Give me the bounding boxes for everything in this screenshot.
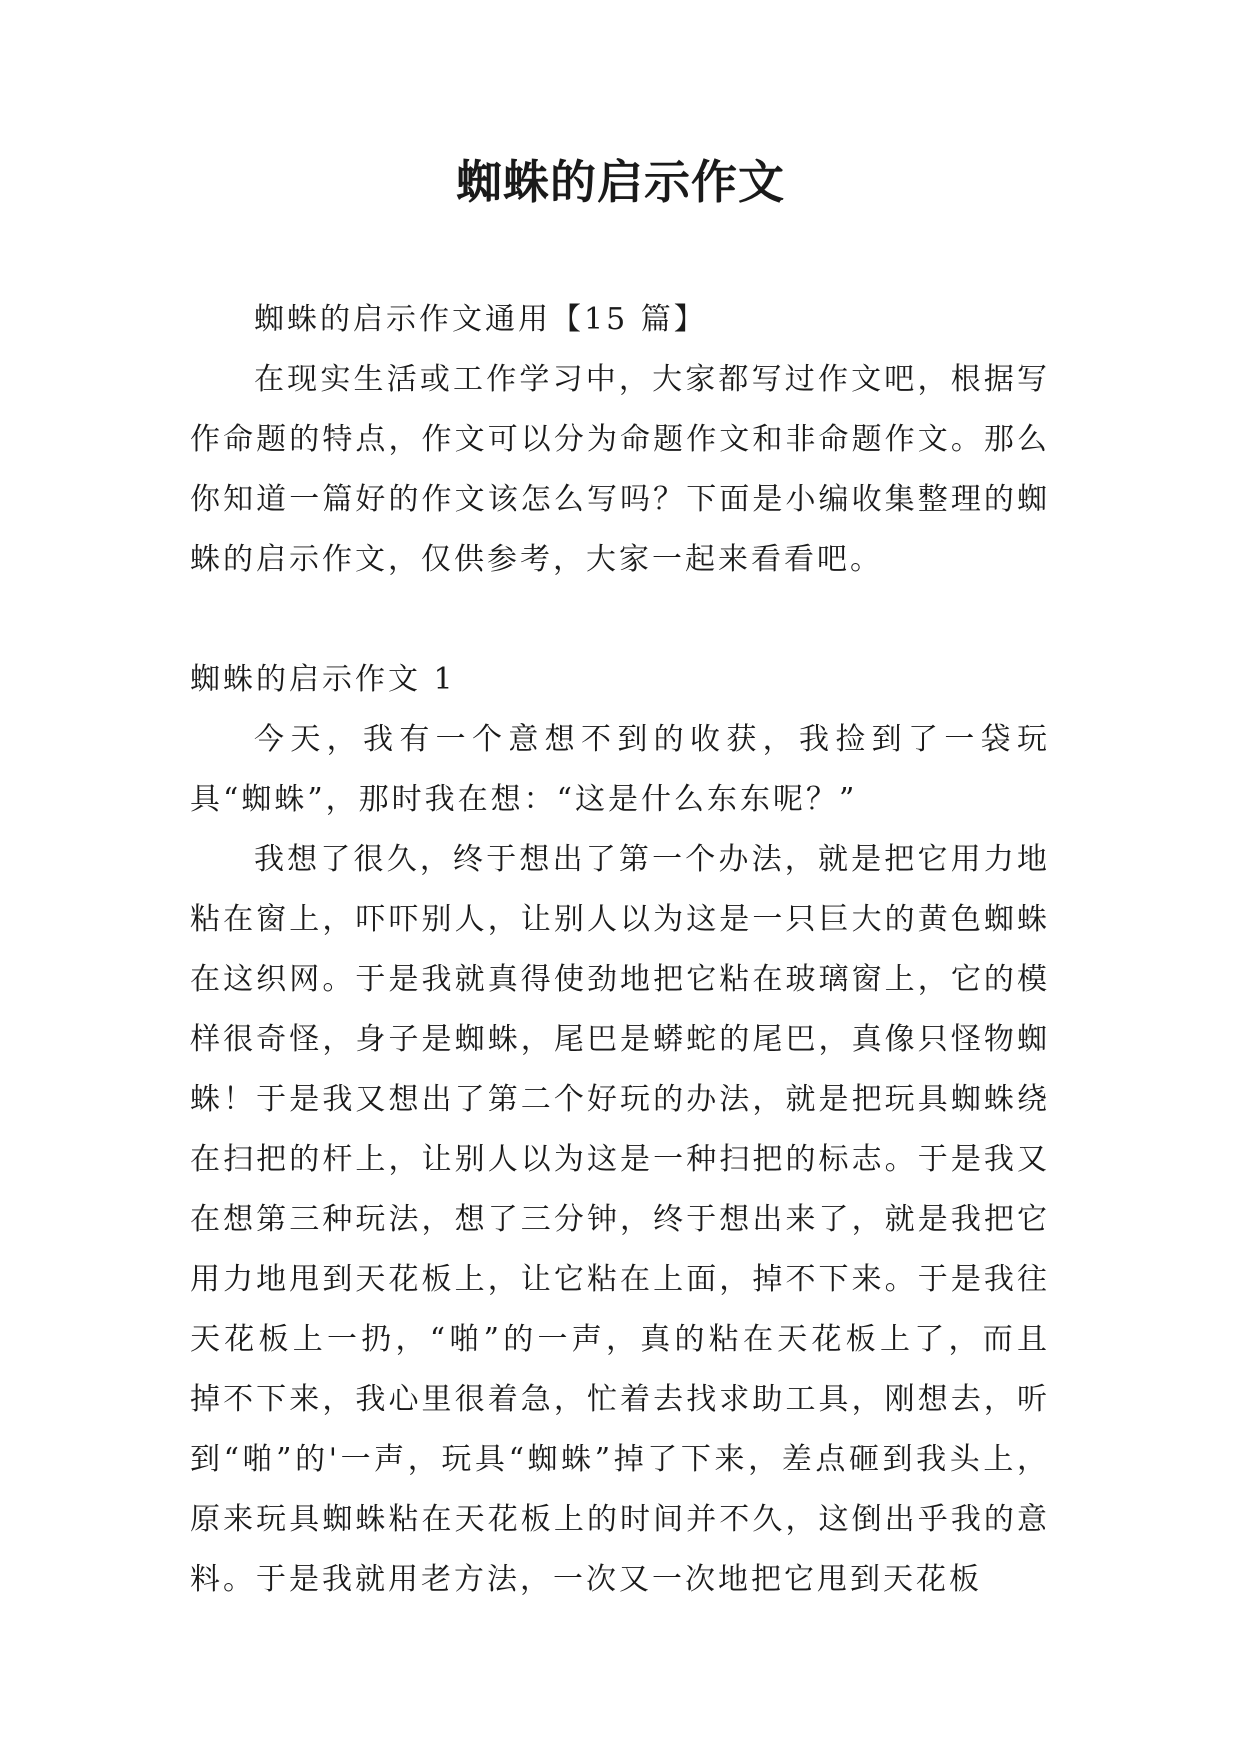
document-body (190, 290, 1050, 1610)
paragraph-2: 我想了很久，终于想出了第一个办法，就是把它用力地粘在窗上，吓吓别人，让别人以为这是一只巨大的黄色蜘蛛在这织网。于是我就真得使劲地把它粘在玻璃窗上，它的模样很奇怪，身子是蜘蛛，尾巴是蟒蛇的尾巴，真像只怪物蜘蛛！于是我又想出了第二个好玩的办法，就是把玩具蜘蛛绕在扫把的杆上，让别人以为这是一种扫把的标志。于是我又在想第三种玩法，想了三分钟，终于想出来了，就是我把它用力地甩到天花板上，让它粘在上面，掉不下来。于是我往天花板上一扔，“啪”的一声，真的粘在天花板上了，而且掉不下来，我心里很着急，忙着去找求助工具，刚想去，听到“啪”的'一声，玩具“蜘蛛”掉了下来，差点砸到我头上，原来玩具蜘蛛粘在天花板上的时间并不久，这倒出乎我的意料。于是我就用老方法，一次又一次地把它甩到天花板 (190, 842, 1050, 1597)
subtitle: 蜘蛛的启示作文通用【15 篇】 (254, 302, 707, 337)
intro-paragraph: 在现实生活或工作学习中，大家都写过作文吧，根据写作命题的特点，作文可以分为命题作文和非命题作文。那么你知道一篇好的作文该怎么写吗？下面是小编收集整理的蜘蛛的启示作文，仅供参考，大家一起来看看吧。 (190, 362, 1050, 577)
document-title: 蜘蛛的启示作文 (456, 155, 785, 209)
paragraph-1: 今天，我有一个意想不到的收获，我捡到了一袋玩具“蜘蛛”，那时我在想：“这是什么东东呢？” (190, 722, 1050, 817)
section-heading: 蜘蛛的启示作文 1 (190, 662, 456, 697)
